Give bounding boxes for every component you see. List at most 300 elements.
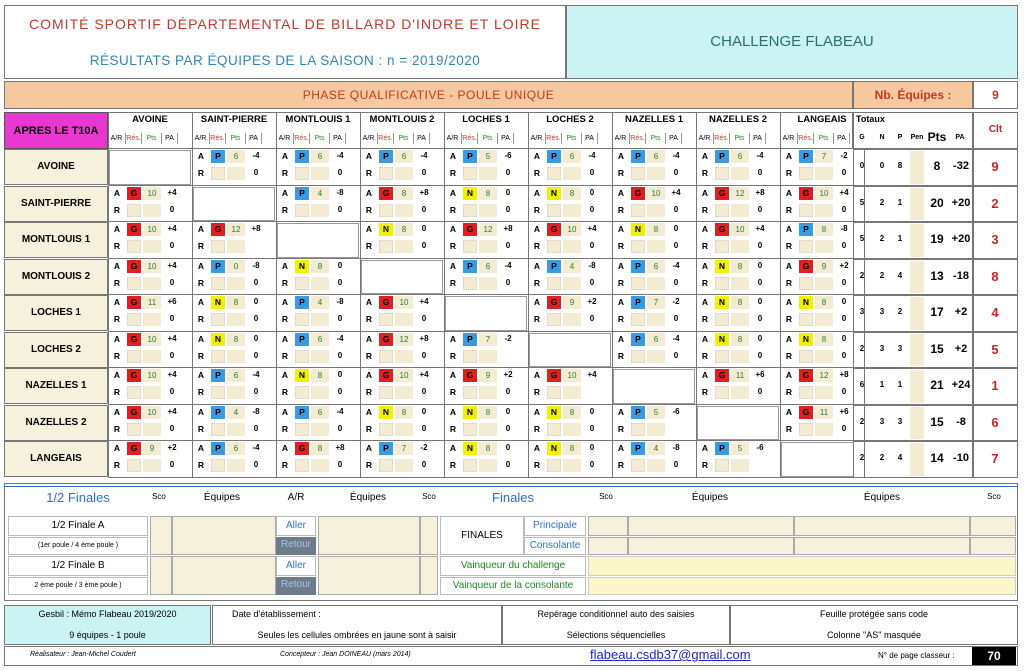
cell-result[interactable]: P bbox=[211, 260, 225, 273]
cell-points[interactable]: 8 bbox=[479, 406, 497, 419]
cell-points[interactable] bbox=[479, 277, 497, 290]
cell-result[interactable] bbox=[379, 423, 393, 436]
cell-result[interactable] bbox=[631, 313, 645, 326]
cell-points[interactable] bbox=[815, 204, 833, 217]
cell-result[interactable]: P bbox=[631, 333, 645, 346]
cell-points[interactable]: 7 bbox=[647, 296, 665, 309]
cell-result[interactable]: N bbox=[463, 187, 477, 200]
cell-points[interactable]: 8 bbox=[731, 296, 749, 309]
cell-points[interactable]: 8 bbox=[227, 296, 245, 309]
cell-result[interactable] bbox=[463, 204, 477, 217]
cell-points[interactable] bbox=[227, 350, 245, 363]
cell-result[interactable] bbox=[127, 204, 141, 217]
cell-points[interactable] bbox=[731, 386, 749, 399]
total-pen[interactable] bbox=[910, 407, 924, 440]
cell-result[interactable]: N bbox=[799, 296, 813, 309]
cell-points[interactable]: 10 bbox=[563, 223, 581, 236]
cell-result[interactable] bbox=[295, 277, 309, 290]
cell-points[interactable]: 6 bbox=[395, 150, 413, 163]
cell-points[interactable]: 8 bbox=[395, 187, 413, 200]
cell-result[interactable]: P bbox=[631, 406, 645, 419]
cell-points[interactable] bbox=[143, 277, 161, 290]
cell-result[interactable] bbox=[463, 167, 477, 180]
cell-points[interactable]: 6 bbox=[311, 406, 329, 419]
cell-points[interactable]: 11 bbox=[731, 369, 749, 382]
cell-points[interactable]: 8 bbox=[563, 442, 581, 455]
cell-result[interactable]: G bbox=[547, 223, 561, 236]
cell-points[interactable]: 12 bbox=[731, 187, 749, 200]
cell-result[interactable] bbox=[799, 313, 813, 326]
cell-points[interactable] bbox=[143, 313, 161, 326]
cell-result[interactable] bbox=[463, 423, 477, 436]
cell-result[interactable] bbox=[295, 313, 309, 326]
cell-result[interactable]: N bbox=[295, 369, 309, 382]
cell-points[interactable]: 8 bbox=[731, 260, 749, 273]
cell-points[interactable]: 8 bbox=[227, 333, 245, 346]
cell-result[interactable]: G bbox=[127, 442, 141, 455]
cell-points[interactable] bbox=[311, 167, 329, 180]
cell-result[interactable]: N bbox=[379, 223, 393, 236]
cell-points[interactable] bbox=[647, 423, 665, 436]
cell-result[interactable] bbox=[631, 423, 645, 436]
nb-equipes-value[interactable]: 9 bbox=[973, 81, 1018, 109]
cell-result[interactable] bbox=[379, 350, 393, 363]
cell-points[interactable] bbox=[563, 423, 581, 436]
cell-result[interactable]: G bbox=[799, 369, 813, 382]
cell-points[interactable] bbox=[143, 423, 161, 436]
demi-b-team-1[interactable] bbox=[172, 556, 276, 595]
cell-result[interactable] bbox=[463, 459, 477, 472]
cell-result[interactable] bbox=[295, 386, 309, 399]
cell-result[interactable] bbox=[295, 350, 309, 363]
cell-points[interactable]: 8 bbox=[731, 333, 749, 346]
total-pen[interactable] bbox=[910, 370, 924, 403]
cell-points[interactable]: 6 bbox=[227, 369, 245, 382]
cell-points[interactable] bbox=[563, 459, 581, 472]
cell-points[interactable]: 8 bbox=[395, 223, 413, 236]
cell-result[interactable]: P bbox=[463, 333, 477, 346]
cell-result[interactable] bbox=[211, 459, 225, 472]
cell-result[interactable] bbox=[547, 240, 561, 253]
cell-points[interactable] bbox=[143, 386, 161, 399]
cell-result[interactable] bbox=[631, 277, 645, 290]
cell-points[interactable] bbox=[311, 204, 329, 217]
principale-sco-1[interactable] bbox=[588, 516, 628, 536]
cell-points[interactable]: 8 bbox=[815, 223, 833, 236]
cell-points[interactable]: 10 bbox=[731, 223, 749, 236]
demi-b-sco-2[interactable] bbox=[420, 556, 438, 595]
cell-points[interactable] bbox=[395, 459, 413, 472]
cell-result[interactable] bbox=[295, 167, 309, 180]
total-pen[interactable] bbox=[910, 151, 924, 184]
total-pen[interactable] bbox=[910, 261, 924, 294]
total-pen[interactable] bbox=[910, 297, 924, 330]
cell-points[interactable]: 10 bbox=[563, 369, 581, 382]
cell-points[interactable] bbox=[479, 240, 497, 253]
cell-points[interactable]: 10 bbox=[143, 369, 161, 382]
cell-points[interactable] bbox=[647, 167, 665, 180]
cell-result[interactable]: N bbox=[295, 260, 309, 273]
cell-result[interactable]: G bbox=[463, 223, 477, 236]
cell-result[interactable] bbox=[211, 386, 225, 399]
cell-result[interactable] bbox=[127, 277, 141, 290]
cell-points[interactable] bbox=[815, 240, 833, 253]
cell-result[interactable]: G bbox=[799, 187, 813, 200]
cell-points[interactable] bbox=[479, 204, 497, 217]
cell-result[interactable]: P bbox=[631, 296, 645, 309]
cell-points[interactable] bbox=[479, 386, 497, 399]
cell-result[interactable]: P bbox=[211, 406, 225, 419]
demi-a-sco-2[interactable] bbox=[420, 516, 438, 555]
cell-result[interactable]: N bbox=[715, 296, 729, 309]
cell-points[interactable] bbox=[731, 167, 749, 180]
cell-result[interactable] bbox=[547, 313, 561, 326]
cell-result[interactable]: P bbox=[211, 150, 225, 163]
cell-points[interactable] bbox=[731, 313, 749, 326]
cell-points[interactable] bbox=[227, 459, 245, 472]
cell-points[interactable]: 10 bbox=[143, 406, 161, 419]
cell-result[interactable] bbox=[127, 386, 141, 399]
cell-result[interactable] bbox=[715, 167, 729, 180]
cell-points[interactable] bbox=[563, 240, 581, 253]
cell-points[interactable] bbox=[479, 350, 497, 363]
cell-points[interactable]: 7 bbox=[395, 442, 413, 455]
vainqueur-consolante-value[interactable] bbox=[588, 577, 1016, 595]
cell-result[interactable] bbox=[295, 423, 309, 436]
cell-result[interactable]: P bbox=[715, 150, 729, 163]
cell-result[interactable] bbox=[211, 167, 225, 180]
cell-points[interactable] bbox=[311, 459, 329, 472]
principale-team-2[interactable] bbox=[794, 516, 970, 536]
cell-points[interactable]: 10 bbox=[395, 296, 413, 309]
cell-result[interactable] bbox=[211, 350, 225, 363]
cell-result[interactable]: N bbox=[463, 406, 477, 419]
cell-result[interactable]: P bbox=[295, 150, 309, 163]
cell-points[interactable] bbox=[563, 277, 581, 290]
vainqueur-challenge-value[interactable] bbox=[588, 556, 1016, 576]
cell-points[interactable]: 5 bbox=[731, 442, 749, 455]
cell-result[interactable]: N bbox=[799, 333, 813, 346]
cell-result[interactable] bbox=[127, 423, 141, 436]
demi-b-team-2[interactable] bbox=[318, 556, 420, 595]
cell-result[interactable]: G bbox=[127, 369, 141, 382]
cell-result[interactable] bbox=[799, 240, 813, 253]
cell-points[interactable] bbox=[647, 277, 665, 290]
cell-points[interactable]: 8 bbox=[563, 406, 581, 419]
cell-points[interactable]: 4 bbox=[311, 296, 329, 309]
cell-result[interactable]: G bbox=[379, 296, 393, 309]
cell-points[interactable] bbox=[227, 240, 245, 253]
cell-result[interactable]: G bbox=[715, 369, 729, 382]
cell-result[interactable]: G bbox=[547, 369, 561, 382]
cell-result[interactable]: N bbox=[211, 333, 225, 346]
cell-result[interactable]: P bbox=[211, 369, 225, 382]
cell-points[interactable] bbox=[731, 204, 749, 217]
cell-result[interactable] bbox=[547, 277, 561, 290]
cell-points[interactable] bbox=[731, 459, 749, 472]
cell-result[interactable]: N bbox=[547, 187, 561, 200]
cell-points[interactable]: 8 bbox=[479, 442, 497, 455]
cell-result[interactable] bbox=[547, 423, 561, 436]
cell-result[interactable] bbox=[799, 277, 813, 290]
cell-points[interactable]: 8 bbox=[815, 296, 833, 309]
cell-points[interactable]: 5 bbox=[479, 150, 497, 163]
cell-points[interactable]: 12 bbox=[815, 369, 833, 382]
cell-points[interactable]: 0 bbox=[227, 260, 245, 273]
cell-result[interactable] bbox=[799, 423, 813, 436]
cell-points[interactable] bbox=[227, 167, 245, 180]
cell-points[interactable] bbox=[395, 423, 413, 436]
cell-points[interactable] bbox=[143, 240, 161, 253]
cell-result[interactable]: N bbox=[715, 260, 729, 273]
cell-result[interactable] bbox=[547, 204, 561, 217]
cell-result[interactable]: G bbox=[127, 223, 141, 236]
cell-points[interactable] bbox=[815, 423, 833, 436]
principale-team-1[interactable] bbox=[628, 516, 794, 536]
cell-points[interactable] bbox=[395, 313, 413, 326]
total-pen[interactable] bbox=[910, 443, 924, 476]
cell-result[interactable] bbox=[211, 313, 225, 326]
demi-a-sco-1[interactable] bbox=[150, 516, 172, 555]
cell-result[interactable] bbox=[631, 240, 645, 253]
cell-points[interactable] bbox=[311, 313, 329, 326]
cell-result[interactable]: P bbox=[463, 260, 477, 273]
cell-points[interactable]: 8 bbox=[311, 442, 329, 455]
cell-points[interactable]: 10 bbox=[143, 223, 161, 236]
cell-points[interactable]: 4 bbox=[227, 406, 245, 419]
cell-result[interactable]: G bbox=[379, 187, 393, 200]
cell-points[interactable] bbox=[479, 167, 497, 180]
cell-result[interactable]: G bbox=[799, 406, 813, 419]
cell-result[interactable] bbox=[379, 459, 393, 472]
cell-result[interactable]: G bbox=[715, 223, 729, 236]
cell-points[interactable] bbox=[479, 459, 497, 472]
cell-result[interactable]: P bbox=[295, 406, 309, 419]
cell-result[interactable] bbox=[463, 386, 477, 399]
cell-points[interactable]: 11 bbox=[815, 406, 833, 419]
cell-points[interactable]: 6 bbox=[227, 150, 245, 163]
cell-points[interactable] bbox=[647, 204, 665, 217]
cell-points[interactable] bbox=[479, 423, 497, 436]
demi-a-team-1[interactable] bbox=[172, 516, 276, 555]
cell-result[interactable]: P bbox=[631, 442, 645, 455]
cell-points[interactable]: 10 bbox=[143, 187, 161, 200]
cell-points[interactable]: 6 bbox=[731, 150, 749, 163]
email-link[interactable]: flabeau.csdb37@gmail.com bbox=[590, 647, 751, 662]
cell-points[interactable]: 5 bbox=[647, 406, 665, 419]
cell-points[interactable]: 8 bbox=[647, 223, 665, 236]
cell-result[interactable]: N bbox=[547, 442, 561, 455]
cell-result[interactable] bbox=[295, 204, 309, 217]
total-pen[interactable] bbox=[910, 334, 924, 367]
cell-points[interactable]: 4 bbox=[311, 187, 329, 200]
cell-points[interactable] bbox=[311, 277, 329, 290]
cell-result[interactable]: G bbox=[631, 187, 645, 200]
cell-points[interactable] bbox=[647, 313, 665, 326]
cell-points[interactable] bbox=[143, 204, 161, 217]
cell-result[interactable] bbox=[379, 386, 393, 399]
cell-points[interactable]: 8 bbox=[311, 260, 329, 273]
cell-points[interactable]: 12 bbox=[395, 333, 413, 346]
cell-result[interactable] bbox=[295, 459, 309, 472]
cell-points[interactable]: 6 bbox=[479, 260, 497, 273]
cell-points[interactable] bbox=[647, 350, 665, 363]
cell-points[interactable]: 8 bbox=[815, 333, 833, 346]
cell-result[interactable]: G bbox=[127, 296, 141, 309]
cell-points[interactable] bbox=[143, 459, 161, 472]
cell-points[interactable]: 6 bbox=[647, 333, 665, 346]
cell-result[interactable] bbox=[715, 386, 729, 399]
cell-points[interactable]: 9 bbox=[479, 369, 497, 382]
cell-points[interactable] bbox=[395, 240, 413, 253]
cell-result[interactable] bbox=[715, 277, 729, 290]
cell-result[interactable] bbox=[715, 240, 729, 253]
cell-result[interactable]: G bbox=[127, 260, 141, 273]
cell-points[interactable] bbox=[227, 423, 245, 436]
cell-result[interactable]: G bbox=[127, 187, 141, 200]
cell-points[interactable] bbox=[395, 350, 413, 363]
cell-result[interactable] bbox=[799, 204, 813, 217]
cell-points[interactable]: 6 bbox=[647, 150, 665, 163]
cell-points[interactable] bbox=[815, 313, 833, 326]
cell-points[interactable] bbox=[563, 386, 581, 399]
cell-result[interactable] bbox=[463, 240, 477, 253]
cell-points[interactable]: 6 bbox=[647, 260, 665, 273]
cell-result[interactable] bbox=[379, 204, 393, 217]
demi-b-sco-1[interactable] bbox=[150, 556, 172, 595]
cell-result[interactable]: G bbox=[799, 260, 813, 273]
cell-result[interactable] bbox=[127, 459, 141, 472]
consolante-team-2[interactable] bbox=[794, 537, 970, 555]
cell-points[interactable] bbox=[815, 167, 833, 180]
cell-points[interactable] bbox=[227, 277, 245, 290]
cell-result[interactable]: G bbox=[295, 442, 309, 455]
cell-points[interactable]: 8 bbox=[395, 406, 413, 419]
cell-points[interactable] bbox=[563, 313, 581, 326]
cell-result[interactable]: G bbox=[547, 296, 561, 309]
cell-points[interactable]: 6 bbox=[311, 150, 329, 163]
cell-points[interactable] bbox=[311, 350, 329, 363]
total-pen[interactable] bbox=[910, 188, 924, 221]
cell-points[interactable]: 4 bbox=[563, 260, 581, 273]
cell-result[interactable] bbox=[631, 459, 645, 472]
consolante-sco-1[interactable] bbox=[588, 537, 628, 555]
cell-result[interactable] bbox=[631, 167, 645, 180]
cell-result[interactable] bbox=[715, 459, 729, 472]
cell-points[interactable] bbox=[311, 423, 329, 436]
cell-result[interactable] bbox=[715, 313, 729, 326]
cell-points[interactable] bbox=[563, 204, 581, 217]
cell-points[interactable]: 9 bbox=[815, 260, 833, 273]
cell-points[interactable] bbox=[143, 350, 161, 363]
cell-result[interactable]: P bbox=[295, 333, 309, 346]
cell-points[interactable]: 11 bbox=[143, 296, 161, 309]
cell-result[interactable]: P bbox=[295, 296, 309, 309]
principale-sco-2[interactable] bbox=[970, 516, 1016, 536]
cell-result[interactable]: N bbox=[463, 442, 477, 455]
cell-result[interactable]: P bbox=[211, 442, 225, 455]
cell-result[interactable] bbox=[799, 167, 813, 180]
demi-a-team-2[interactable] bbox=[318, 516, 420, 555]
cell-result[interactable]: N bbox=[715, 333, 729, 346]
cell-points[interactable] bbox=[311, 386, 329, 399]
cell-result[interactable] bbox=[127, 350, 141, 363]
cell-result[interactable] bbox=[463, 350, 477, 363]
cell-points[interactable] bbox=[647, 459, 665, 472]
cell-points[interactable]: 6 bbox=[563, 150, 581, 163]
cell-result[interactable]: P bbox=[547, 150, 561, 163]
cell-result[interactable] bbox=[715, 350, 729, 363]
cell-points[interactable] bbox=[815, 386, 833, 399]
cell-result[interactable] bbox=[547, 386, 561, 399]
cell-result[interactable]: G bbox=[715, 187, 729, 200]
cell-points[interactable]: 9 bbox=[563, 296, 581, 309]
cell-points[interactable] bbox=[731, 240, 749, 253]
cell-points[interactable]: 12 bbox=[479, 223, 497, 236]
cell-result[interactable] bbox=[715, 204, 729, 217]
cell-result[interactable] bbox=[211, 277, 225, 290]
cell-points[interactable] bbox=[815, 350, 833, 363]
cell-points[interactable]: 6 bbox=[227, 442, 245, 455]
cell-result[interactable] bbox=[379, 167, 393, 180]
cell-result[interactable]: G bbox=[127, 406, 141, 419]
cell-result[interactable] bbox=[547, 459, 561, 472]
cell-result[interactable] bbox=[127, 240, 141, 253]
cell-points[interactable] bbox=[647, 240, 665, 253]
cell-points[interactable]: 7 bbox=[479, 333, 497, 346]
cell-result[interactable]: G bbox=[379, 333, 393, 346]
cell-result[interactable]: N bbox=[547, 406, 561, 419]
cell-points[interactable]: 4 bbox=[647, 442, 665, 455]
cell-points[interactable]: 10 bbox=[647, 187, 665, 200]
cell-result[interactable]: P bbox=[379, 442, 393, 455]
cell-result[interactable]: P bbox=[631, 260, 645, 273]
cell-result[interactable] bbox=[211, 240, 225, 253]
consolante-sco-2[interactable] bbox=[970, 537, 1016, 555]
cell-points[interactable]: 10 bbox=[815, 187, 833, 200]
cell-result[interactable] bbox=[799, 350, 813, 363]
total-pen[interactable] bbox=[910, 224, 924, 257]
cell-points[interactable]: 9 bbox=[143, 442, 161, 455]
cell-result[interactable] bbox=[799, 386, 813, 399]
cell-result[interactable]: G bbox=[379, 369, 393, 382]
consolante-team-1[interactable] bbox=[628, 537, 794, 555]
cell-points[interactable] bbox=[227, 386, 245, 399]
cell-result[interactable]: N bbox=[379, 406, 393, 419]
cell-points[interactable] bbox=[395, 386, 413, 399]
cell-result[interactable] bbox=[379, 313, 393, 326]
cell-points[interactable] bbox=[815, 277, 833, 290]
cell-points[interactable] bbox=[563, 167, 581, 180]
cell-points[interactable]: 6 bbox=[311, 333, 329, 346]
cell-result[interactable]: P bbox=[631, 150, 645, 163]
cell-result[interactable]: P bbox=[463, 150, 477, 163]
cell-result[interactable] bbox=[379, 240, 393, 253]
cell-result[interactable]: P bbox=[295, 187, 309, 200]
cell-points[interactable] bbox=[227, 313, 245, 326]
cell-result[interactable]: G bbox=[127, 333, 141, 346]
cell-points[interactable]: 8 bbox=[563, 187, 581, 200]
cell-result[interactable]: G bbox=[463, 369, 477, 382]
cell-result[interactable] bbox=[547, 167, 561, 180]
cell-points[interactable]: 8 bbox=[479, 187, 497, 200]
cell-result[interactable]: P bbox=[715, 442, 729, 455]
cell-result[interactable] bbox=[463, 277, 477, 290]
cell-result[interactable] bbox=[127, 313, 141, 326]
cell-result[interactable]: G bbox=[211, 223, 225, 236]
cell-points[interactable] bbox=[731, 277, 749, 290]
cell-points[interactable] bbox=[395, 204, 413, 217]
